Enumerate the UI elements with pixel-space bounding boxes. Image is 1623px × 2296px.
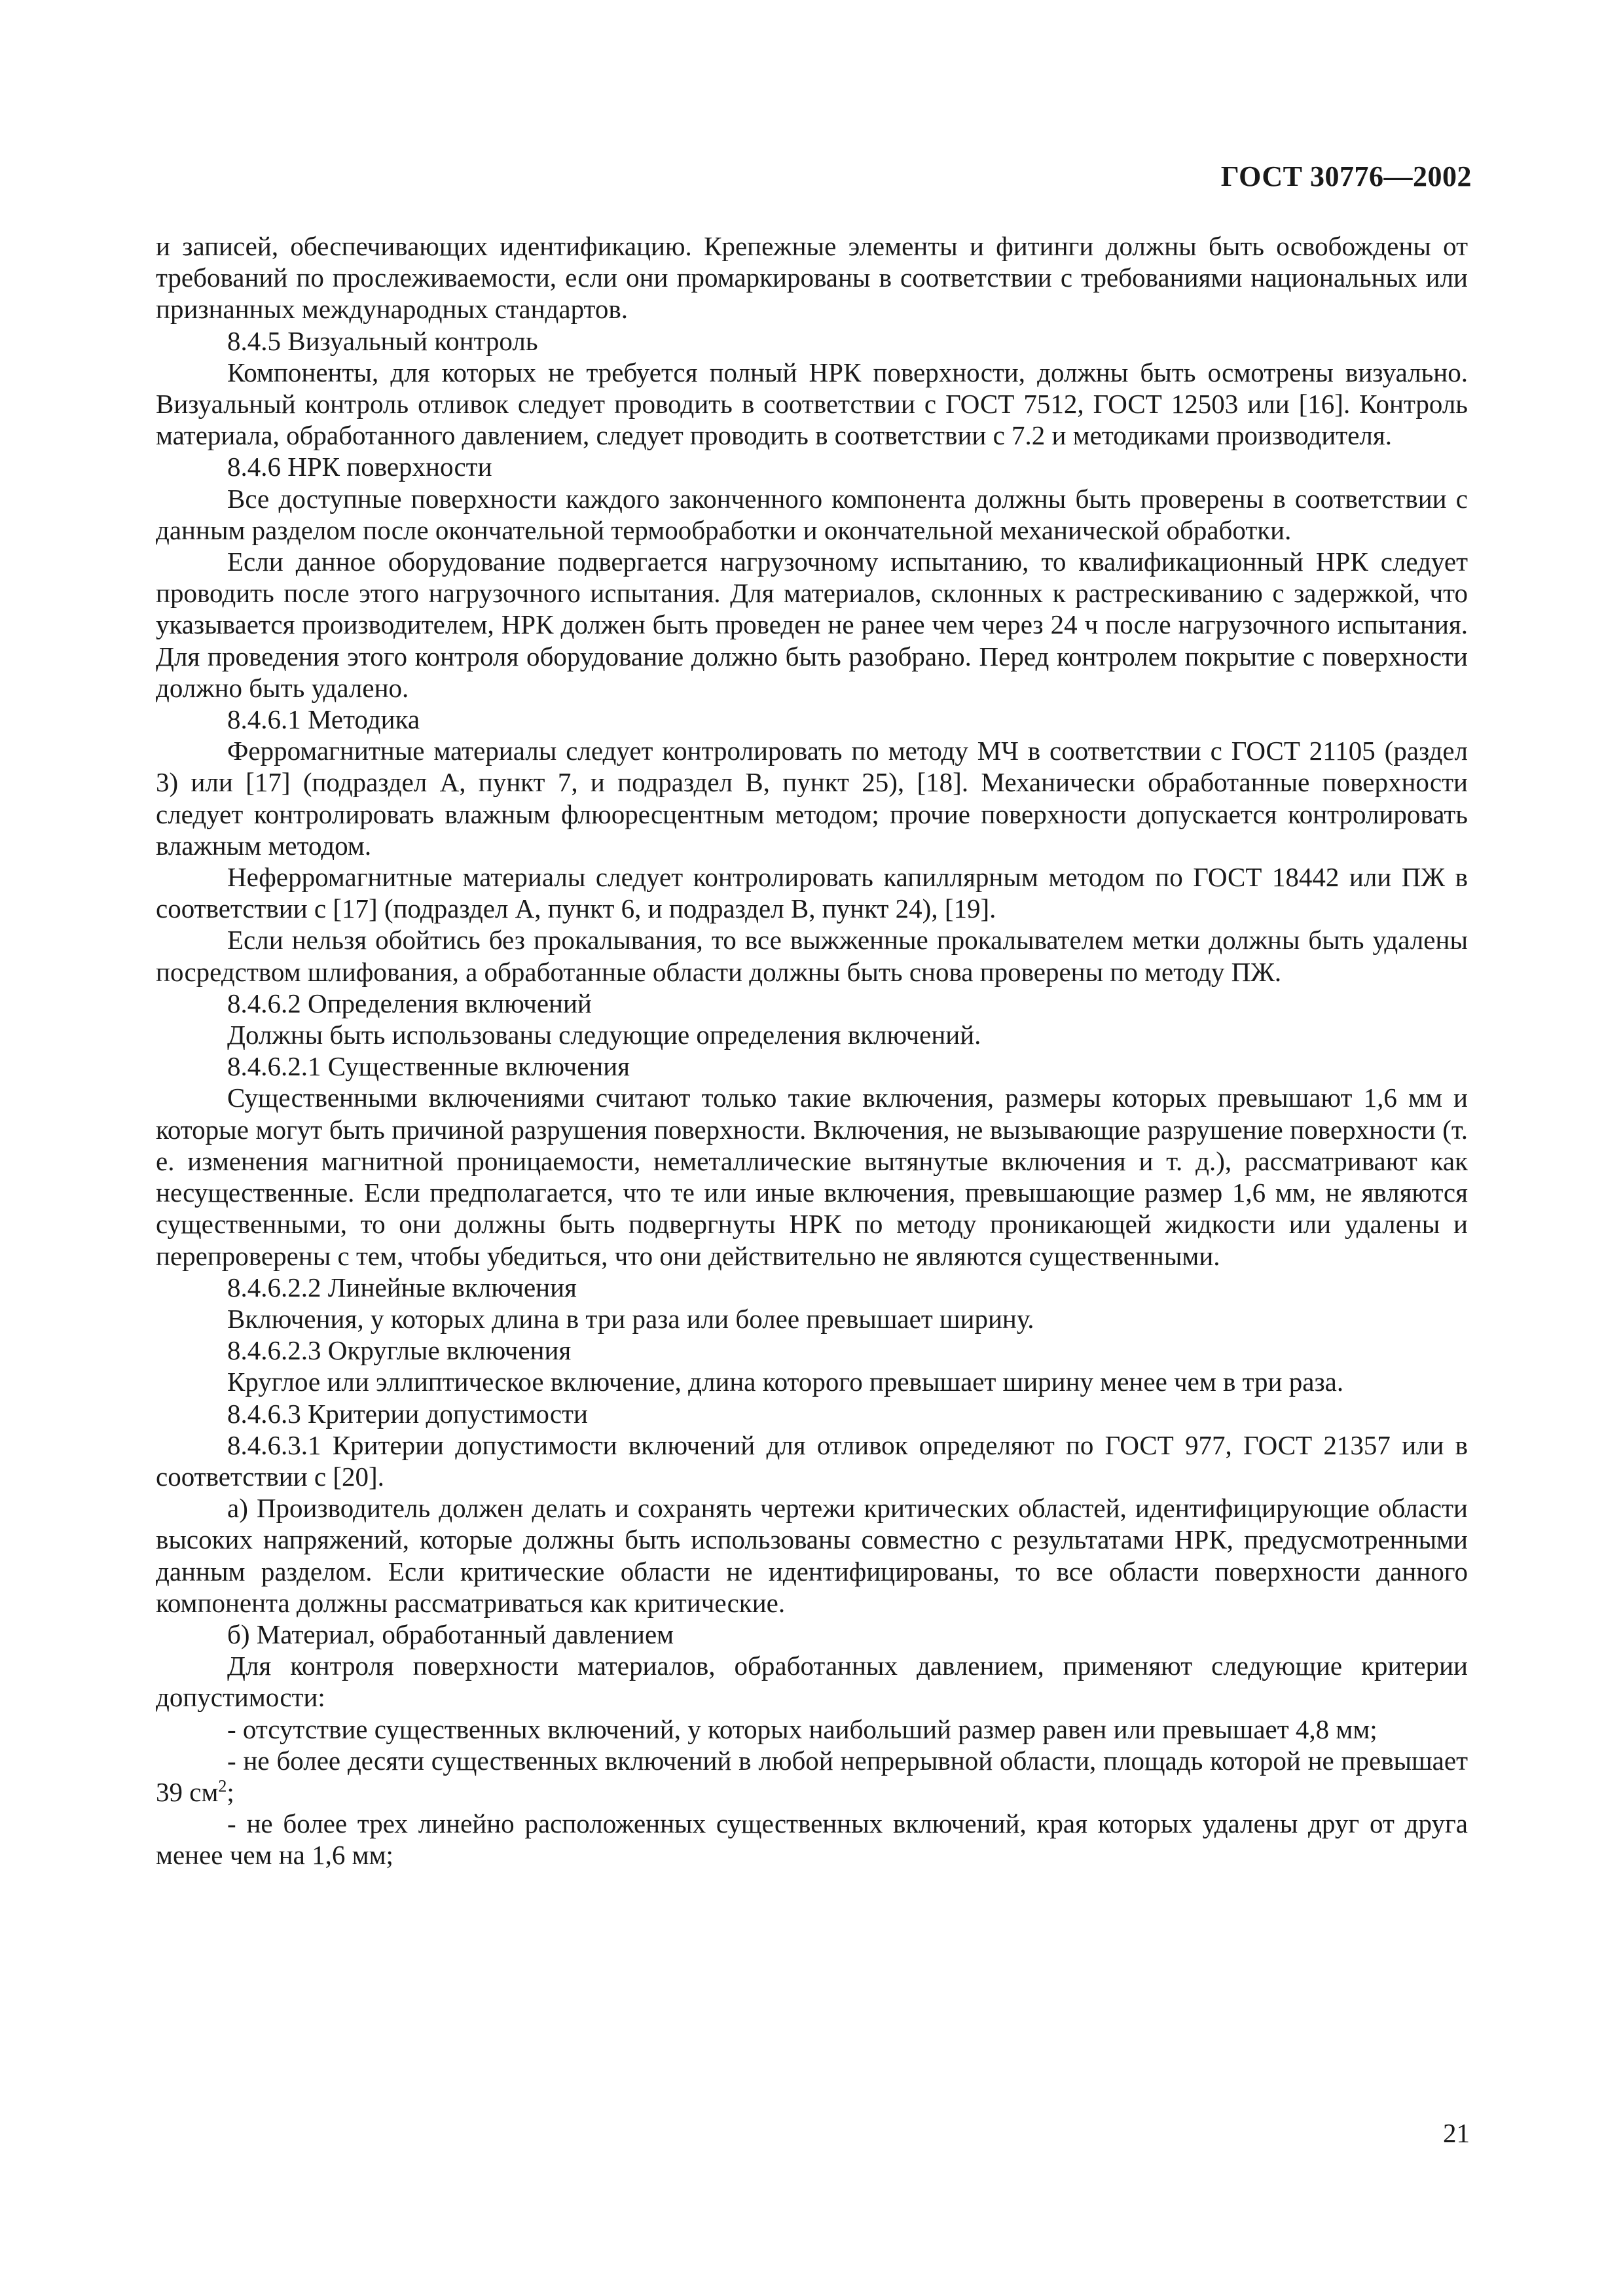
section-heading-8-4-6-1: 8.4.6.1 Методика	[227, 704, 420, 735]
criteria-tail: ;	[227, 1776, 234, 1807]
section-heading-8-4-6-2-2: 8.4.6.2.2 Линейные включения	[227, 1272, 577, 1302]
section-heading-8-4-6-2-3: 8.4.6.2.3 Округлые включения	[227, 1335, 572, 1366]
paragraph: и записей, обеспечивающих идентификацию. Крепежные элементы и фитинги должны быть освобождены от требований по прослеживаемости, если они промаркированы в соответствии с требованиями национальных или признанных международных стандартов.	[156, 231, 1468, 325]
paragraph: 8.4.6.3.1 Критерии допустимости включений для отливок определяют по ГОСТ 977, ГОСТ 21357 или в соответствии с [20].	[156, 1429, 1468, 1492]
list-item-b: б) Материал, обработанный давлением	[227, 1619, 674, 1649]
section-heading-8-4-5: 8.4.5 Визуальный контроль	[227, 325, 538, 356]
paragraph: Должны быть использованы следующие определения включений.	[227, 1020, 981, 1050]
document-body	[156, 230, 1468, 1871]
paragraph: Если нельзя обойтись без прокалывания, то все выжженные прокалывателем метки должны быть удалены посредством шлифования, а обработанные области должны быть снова проверены по методу ПЖ.	[156, 925, 1468, 987]
paragraph: Ферромагнитные материалы следует контролировать по методу МЧ в соответствии с ГОСТ 21105 (раздел 3) или [17] (подраздел А, пункт 7, и подраздел В, пункт 25), [18]. Механически обработанные поверхности следует контролировать влажным флюоресцентным методом; прочие поверхности допускается контролировать влажным методом.	[156, 736, 1468, 861]
paragraph: Включения, у которых длина в три раза или более превышает ширину.	[227, 1303, 1034, 1334]
criteria-item: - не более трех линейно расположенных существенных включений, края которых удалены друг от друга менее чем на 1,6 мм;	[156, 1808, 1468, 1871]
page-number: 21	[1443, 2118, 1470, 2148]
section-heading-8-4-6-2: 8.4.6.2 Определения включений	[227, 988, 592, 1018]
paragraph: Если данное оборудование подвергается нагрузочному испытанию, то квалификационный НРК следует проводить после этого нагрузочного испытания. Для материалов, склонных к растрескиванию с задержкой, что указывается производителем, НРК должен быть проведен не ранее чем через 24 ч после нагрузочного испытания. Для проведения этого контроля оборудование должно быть разобрано. Перед контролем покрытие с поверхности должно быть удалено.	[156, 547, 1468, 703]
paragraph: Компоненты, для которых не требуется полный НРК поверхности, должны быть осмотрены визуально. Визуальный контроль отливок следует проводить в соответствии с ГОСТ 7512, ГОСТ 12503 или [16]. Контроль материала, обработанного давлением, следует проводить в соответствии с 7.2 и методиками производителя.	[156, 357, 1468, 451]
list-item-a: а) Производитель должен делать и сохранять чертежи критических областей, идентифицирующие области высоких напряжений, которые должны быть использованы совместно с результатами НРК, предусмотренными данным разделом. Если критические области не идентифицированы, то все области поверхности данного компонента должны рассматриваться как критические.	[156, 1493, 1468, 1618]
section-heading-8-4-6: 8.4.6 НРК поверхности	[227, 452, 492, 482]
paragraph: Круглое или эллиптическое включение, длина которого превышает ширину менее чем в три раза.	[227, 1367, 1344, 1397]
paragraph: Для контроля поверхности материалов, обработанных давлением, применяют следующие критерии допустимости:	[156, 1651, 1468, 1713]
paragraph: Неферромагнитные материалы следует контролировать капиллярным методом по ГОСТ 18442 или ПЖ в соответствии с [17] (подраздел А, пункт 6, и подраздел В, пункт 24), [19].	[156, 862, 1468, 924]
paragraph: Все доступные поверхности каждого законченного компонента должны быть проверены в соответствии с данным разделом после окончательной термообработки и окончательной механической обработки.	[156, 483, 1468, 545]
criteria-item: - отсутствие существенных включений, у которых наибольший размер равен или превышает 4,8 мм;	[227, 1713, 1377, 1744]
section-heading-8-4-6-3: 8.4.6.3 Критерии допустимости	[227, 1398, 588, 1429]
superscript: 2	[218, 1776, 227, 1796]
paragraph: Существенными включениями считают только такие включения, размеры которых превышают 1,6 мм и которые могут быть причиной разрушения поверхности. Включения, не вызывающие разрушение поверхности (т. е. изменения магнитной проницаемости, неметаллические вытянутые включения и т. д.), рассматривают как несущественные. Если предполагается, что те или иные включения, превышающие размер 1,6 мм, не являются существенными, то они должны быть подвергнуты НРК по методу проникающей жидкости или удалены и перепроверены с тем, чтобы убедиться, что они действительно не являются существенными.	[156, 1083, 1468, 1271]
criteria-item	[156, 1745, 1468, 1808]
section-heading-8-4-6-2-1: 8.4.6.2.1 Существенные включения	[227, 1051, 630, 1082]
document-header: ГОСТ 30776—2002	[1220, 160, 1472, 192]
criteria-text: - не более десяти существенных включений в любой непрерывной области, площадь которой не превышает 39 см	[156, 1745, 1468, 1807]
